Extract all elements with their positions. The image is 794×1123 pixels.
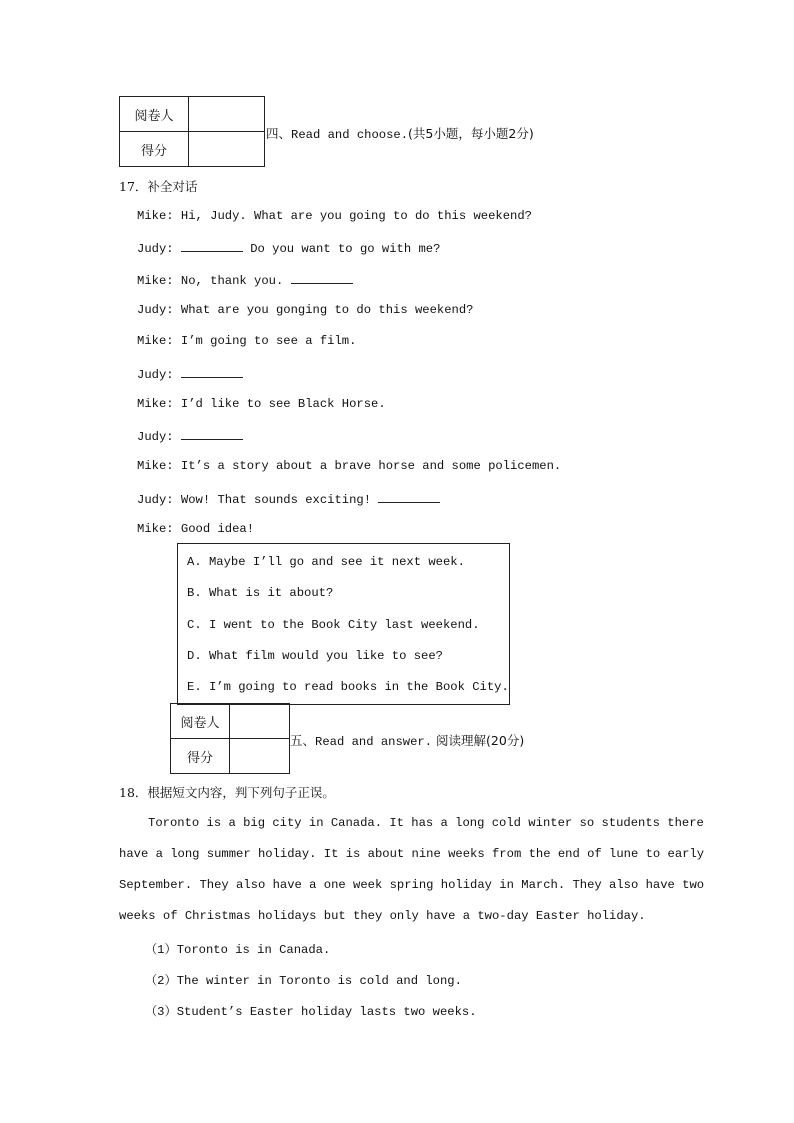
speaker-label: Mike: bbox=[137, 334, 174, 348]
q18-title: 根据短文内容，判下列句子正误。 bbox=[147, 785, 335, 800]
speaker-label: Mike: bbox=[137, 522, 174, 536]
answer-blank[interactable] bbox=[378, 491, 440, 503]
reviewer-label: 阅卷人 bbox=[120, 97, 189, 132]
passage-line-1: Toronto is a big city in Canada. It has a long cold winter so students there bbox=[148, 816, 704, 830]
passage-line-2: have a long summer holiday. It is about nine weeks from the end of lune to early bbox=[119, 847, 705, 861]
dialogue-text: Wow! That sounds exciting! bbox=[180, 493, 372, 507]
speaker-label: Mike: bbox=[137, 209, 174, 223]
option-d: D. What film would you like to see? bbox=[187, 649, 443, 663]
grader-table-section4 bbox=[119, 96, 265, 167]
answer-blank[interactable] bbox=[181, 366, 243, 378]
q18-number: 18． bbox=[119, 785, 148, 800]
dialogue-line bbox=[137, 334, 356, 348]
dialogue-text: What are you gonging to do this weekend? bbox=[180, 303, 474, 317]
passage-line-3: September. They also have a one week spring holiday in March. They also have two bbox=[119, 878, 705, 892]
dialogue-line bbox=[137, 303, 473, 317]
dialogue-line bbox=[137, 522, 254, 536]
dialogue-text: I’m going to see a film. bbox=[180, 334, 357, 348]
dialogue-text: It’s a story about a brave horse and some policemen. bbox=[180, 459, 562, 473]
speaker-label: Judy: bbox=[137, 303, 174, 317]
dialogue-line bbox=[137, 428, 243, 444]
score-cell[interactable] bbox=[189, 132, 265, 167]
dialogue-line bbox=[137, 272, 353, 288]
speaker-label: Judy: bbox=[137, 368, 174, 382]
dialogue-line bbox=[137, 491, 440, 507]
dialogue-line bbox=[137, 209, 532, 223]
statement-3: （3）Student’s Easter holiday lasts two weeks. bbox=[145, 1005, 477, 1019]
speaker-label: Mike: bbox=[137, 397, 174, 411]
q17-number: 17． bbox=[119, 179, 148, 194]
speaker-label: Judy: bbox=[137, 242, 174, 256]
speaker-label: Judy: bbox=[137, 430, 174, 444]
dialogue-line bbox=[137, 240, 440, 256]
q17-title: 补全对话 bbox=[147, 179, 198, 194]
passage-line-4: weeks of Christmas holidays but they only have a two-day Easter holiday. bbox=[119, 909, 646, 923]
option-b: B. What is it about? bbox=[187, 586, 334, 600]
dialogue-line bbox=[137, 459, 561, 473]
speaker-label: Judy: bbox=[137, 493, 174, 507]
speaker-label: Mike: bbox=[137, 274, 174, 288]
speaker-label: Mike: bbox=[137, 459, 174, 473]
option-c: C. I went to the Book City last weekend. bbox=[187, 618, 480, 632]
answer-blank[interactable] bbox=[181, 240, 243, 252]
dialogue-line bbox=[137, 366, 243, 382]
answer-blank[interactable] bbox=[291, 272, 353, 284]
q18-heading bbox=[119, 783, 335, 801]
dialogue-text: I’d like to see Black Horse. bbox=[180, 397, 386, 411]
grader-table-section5 bbox=[170, 703, 290, 774]
reviewer-cell[interactable] bbox=[230, 704, 290, 739]
statement-2: （2）The winter in Toronto is cold and long. bbox=[145, 974, 462, 988]
q17-options-box bbox=[177, 543, 510, 705]
score-cell[interactable] bbox=[230, 739, 290, 774]
dialogue-line bbox=[137, 397, 386, 411]
dialogue-text: Do you want to go with me? bbox=[250, 242, 441, 256]
dialogue-text: Good idea! bbox=[180, 522, 255, 536]
score-label: 得分 bbox=[171, 739, 230, 774]
score-label: 得分 bbox=[120, 132, 189, 167]
reviewer-label: 阅卷人 bbox=[171, 704, 230, 739]
statement-1: （1）Toronto is in Canada. bbox=[145, 943, 331, 957]
reviewer-cell[interactable] bbox=[189, 97, 265, 132]
option-a: A. Maybe I’ll go and see it next week. bbox=[187, 555, 465, 569]
dialogue-text: Hi, Judy. What are you going to do this weekend? bbox=[180, 209, 532, 223]
dialogue-text: No, thank you. bbox=[180, 274, 284, 288]
section4-heading: 四、Read and choose.(共5小题，每小题2分) bbox=[266, 126, 534, 142]
q17-heading bbox=[119, 177, 197, 195]
answer-blank[interactable] bbox=[181, 428, 243, 440]
option-e: E. I’m going to read books in the Book City. bbox=[187, 680, 509, 694]
section5-heading: 五、Read and answer. 阅读理解(20分) bbox=[290, 733, 525, 749]
